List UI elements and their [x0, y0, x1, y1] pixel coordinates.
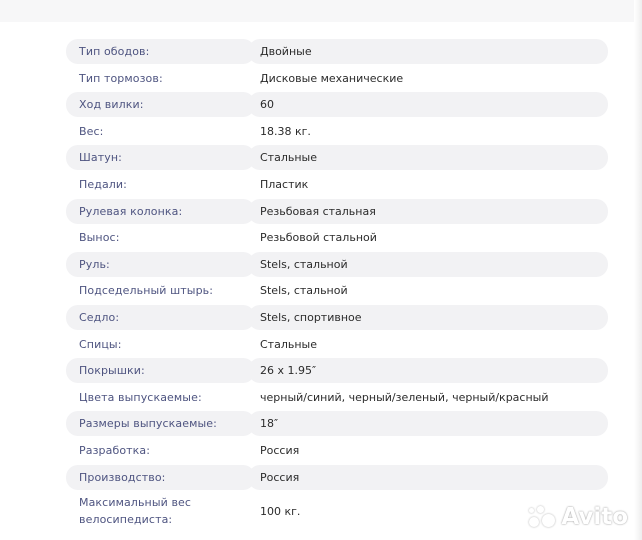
spec-value: Stels, спортивное: [248, 305, 608, 330]
spec-row: [66, 385, 608, 412]
spec-value: Стальные: [248, 145, 608, 170]
spec-value: 18.38 кг.: [260, 124, 311, 138]
spec-row: [66, 172, 608, 199]
spec-key: Цвета выпускаемые:: [79, 390, 202, 404]
spec-row: [66, 39, 608, 66]
spec-row: [66, 92, 608, 119]
spec-key: Спицы:: [79, 337, 122, 351]
spec-row: [66, 66, 608, 93]
spec-value: Дисковые механические: [260, 71, 404, 85]
spec-value: Stels, стальной: [260, 284, 348, 298]
top-band: [0, 0, 642, 22]
spec-key: Тип ободов:: [66, 39, 255, 64]
spec-value: черный/синий, черный/зеленый, черный/красный: [260, 390, 549, 404]
spec-row: [66, 438, 608, 465]
spec-row: [66, 465, 608, 492]
spec-key: Рулевая колонка:: [66, 199, 255, 224]
spec-value: 18″: [248, 411, 608, 436]
spec-value: 100 кг.: [260, 505, 301, 519]
spec-row: [66, 199, 608, 226]
spec-row: [66, 358, 608, 385]
spec-key: Размеры выпускаемые:: [66, 411, 255, 436]
specs-table: [66, 39, 608, 533]
page-edge-shadow: [634, 0, 642, 540]
spec-value: Резьбовая стальная: [248, 199, 608, 224]
avito-logo-icon: [528, 504, 556, 530]
spec-key: Вес:: [79, 124, 104, 138]
spec-value: 60: [248, 92, 608, 117]
spec-key: Тип тормозов:: [79, 71, 163, 85]
spec-row: [66, 491, 608, 533]
spec-value: Двойные: [248, 39, 608, 64]
spec-value: Резьбовой стальной: [260, 231, 377, 245]
spec-value: Россия: [260, 443, 300, 457]
spec-key: Руль:: [66, 252, 255, 277]
spec-row: [66, 225, 608, 252]
spec-row: [66, 119, 608, 146]
spec-key: Ход вилки:: [66, 92, 255, 117]
avito-watermark: [528, 504, 628, 530]
spec-value: Stels, стальной: [248, 252, 608, 277]
watermark-text: Avito: [561, 504, 628, 530]
spec-key: Производство:: [66, 465, 255, 490]
spec-value: Стальные: [260, 337, 317, 351]
spec-key: Подседельный штырь:: [79, 284, 214, 298]
spec-key: Покрышки:: [66, 358, 255, 383]
spec-value: 26 x 1.95″: [248, 358, 608, 383]
spec-row: [66, 305, 608, 332]
spec-key: Шатун:: [66, 145, 255, 170]
spec-value: Пластик: [260, 177, 309, 191]
spec-row: [66, 252, 608, 279]
spec-key: Седло:: [66, 305, 255, 330]
spec-row: [66, 332, 608, 359]
spec-value: Россия: [248, 465, 608, 490]
spec-row: [66, 145, 608, 172]
spec-key: Максимальный вес велосипедиста:: [79, 496, 192, 527]
spec-row: [66, 411, 608, 438]
spec-key: Вынос:: [79, 231, 120, 245]
spec-row: [66, 278, 608, 305]
spec-key: Разработка:: [79, 443, 151, 457]
spec-key: Педали:: [79, 177, 127, 191]
